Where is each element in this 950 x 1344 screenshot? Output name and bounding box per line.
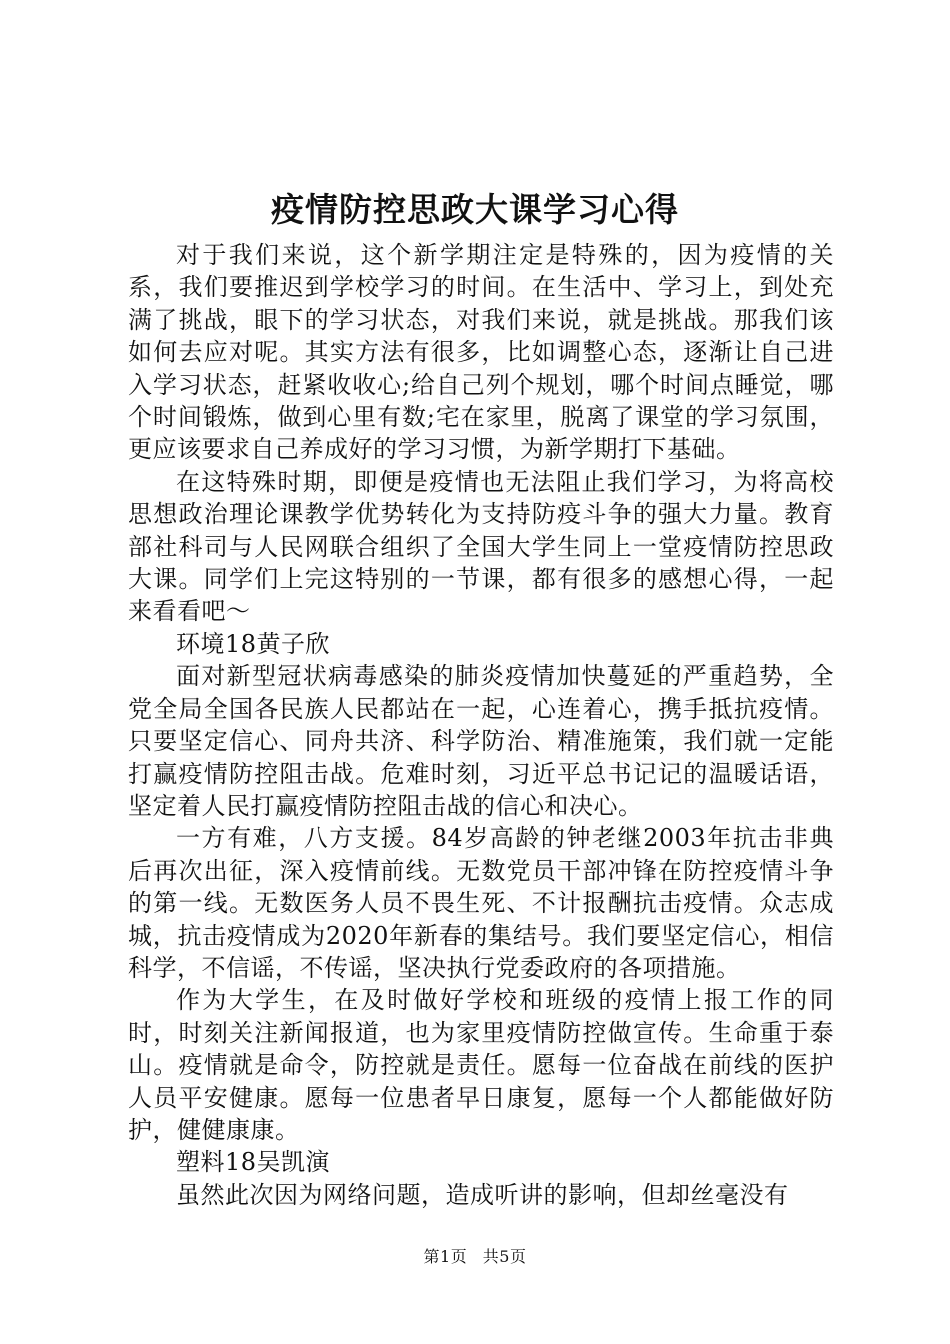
paragraph-intro: 对于我们来说，这个新学期注定是特殊的，因为疫情的关系，我们要推迟到学校学习的时间。在生活中、学习上，到处充满了挑战，眼下的学习状态，对我们来说，就是挑战。那我们该如何去应对呢。其实方法有很多，比如调整心态，逐渐让自己进入学习状态，赶紧收收心;给自己列个规划，哪个时间点睡觉，哪个时间锻炼，做到心里有数;宅在家里，脱离了课堂的学习氛围，更应该要求自己养成好的学习习惯，为新学期打下基础。 (128, 241, 834, 464)
paragraph-body: 虽然此次因为网络问题，造成听讲的影响，但却丝毫没有 (176, 1180, 789, 1209)
page-footer (0, 1245, 950, 1269)
page-number: 第1页 (423, 1247, 468, 1266)
author-label: 塑料18吴凯演 (176, 1148, 331, 1177)
paragraph-context: 在这特殊时期，即便是疫情也无法阻止我们学习，为将高校思想政治理论课教学优势转化为支持防疫斗争的强大力量。教育部社科司与人民网联合组织了全国大学生同上一堂疫情防控思政大课。同学们上完这特别的一节课，都有很多的感想心得，一起来看看吧～ (128, 467, 834, 626)
author-label: 环境18黄子欣 (176, 629, 331, 658)
document-title: 疫情防控思政大课学习心得 (271, 190, 679, 229)
paragraph-body: 面对新型冠状病毒感染的肺炎疫情加快蔓延的严重趋势，全党全局全国各民族人民都站在一起，心连着心，携手抵抗疫情。只要坚定信心、同舟共济、科学防治、精准施策，我们就一定能打赢疫情防控阻击战。危难时刻，习近平总书记记的温暖话语，坚定着人民打赢疫情防控阻击战的信心和决心。 (128, 662, 834, 820)
paragraph-body: 作为大学生，在及时做好学校和班级的疫情上报工作的同时，时刻关注新闻报道，也为家里疫情防控做宣传。生命重于泰山。疫情就是命令，防控就是责任。愿每一位奋战在前线的医护人员平安健康。愿每一位患者早日康复，愿每一个人都能做好防护，健健康康。 (128, 986, 834, 1144)
page-total: 共5页 (482, 1247, 527, 1266)
paragraph-body: 一方有难，八方支援。84岁高龄的钟老继2003年抗击非典后再次出征，深入疫情前线。无数党员干部冲锋在防控疫情斗争的第一线。无数医务人员不畏生死、不计报酬抗击疫情。众志成城，抗击疫情成为2020年新春的集结号。我们要坚定信心，相信科学，不信谣，不传谣，坚决执行党委政府的各项措施。 (128, 824, 834, 982)
document-body (128, 239, 834, 1211)
